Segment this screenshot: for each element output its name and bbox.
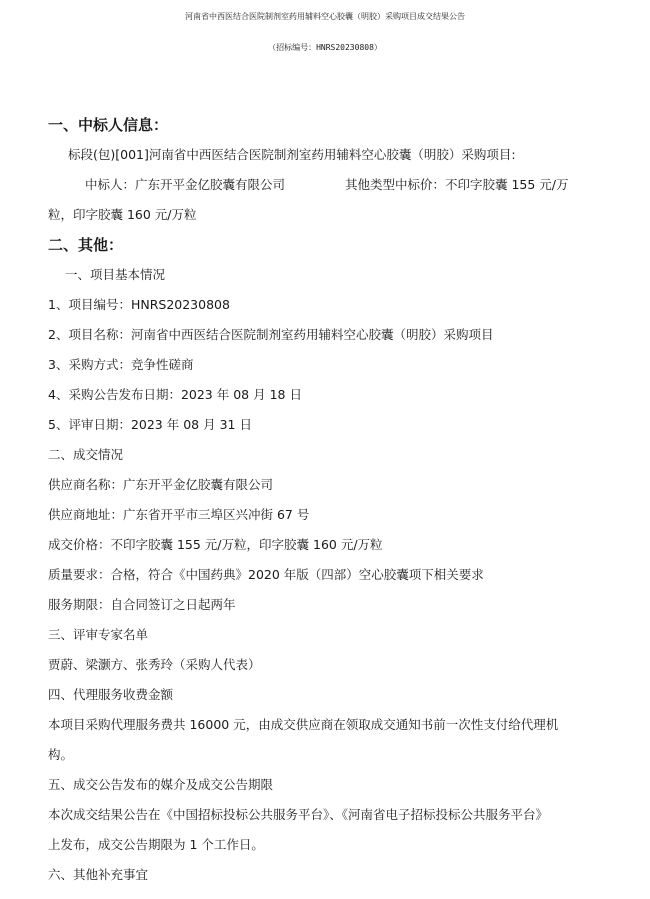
- agency-fee-text: 本项目采购代理服务费共 16000 元，由成交供应商在领取成交通知书前一次性支付给代理机: [48, 717, 559, 732]
- bid-section-text: 标段(包)[001]河南省中西医结合医院制剂室药用辅料空心胶囊（明胶）采购项目:: [68, 147, 516, 162]
- publication-period-text: 上发布，成交公告期限为 1 个工作日。: [48, 837, 264, 852]
- subheading-other-matters: 六、其他补充事宜: [48, 867, 149, 882]
- deal-price: 成交价格：不印字胶囊 155 元/万粒，印字胶囊 160 元/万粒: [48, 537, 383, 552]
- project-number: 1、项目编号：HNRS20230808: [48, 297, 230, 312]
- publication-media-text: 本次成交结果公告在《中国招标投标公共服务平台》、《河南省电子招标投标公共服务平台》: [48, 807, 549, 822]
- subheading-publication-media: 五、成交公告发布的媒介及成交公告期限: [48, 777, 274, 792]
- winning-price: 其他类型中标价：不印字胶囊 155 元/万: [345, 177, 569, 192]
- document-title: 河南省中西医结合医院制剂室药用辅料空心胶囊（明胶）采购项目成交结果公告: [185, 12, 465, 21]
- review-date: 5、评审日期：2023 年 08 月 31 日: [48, 417, 252, 432]
- section-heading-winner-info: 一、中标人信息：: [48, 116, 169, 134]
- service-period: 服务期限：自合同签订之日起两年: [48, 597, 236, 612]
- winning-price-continued: 粒，印字胶囊 160 元/万粒: [48, 207, 197, 222]
- subheading-deal-info: 二、成交情况: [48, 447, 124, 462]
- supplier-address: 供应商地址：广东省开平市三埠区兴冲街 67 号: [48, 507, 310, 522]
- agency-fee-text-continued: 构。: [48, 747, 74, 762]
- procurement-method: 3、采购方式：竞争性磋商: [48, 357, 194, 372]
- document-subtitle: （招标编号：HNRS20230808）: [268, 43, 382, 52]
- expert-list: 贾蔚、梁灏方、张秀玲（采购人代表）: [48, 657, 261, 672]
- project-name: 2、项目名称：河南省中西医结合医院制剂室药用辅料空心胶囊（明胶）采购项目: [48, 327, 494, 342]
- quality-requirement: 质量要求：合格，符合《中国药典》2020 年版（四部）空心胶囊项下相关要求: [48, 567, 484, 582]
- supplier-name: 供应商名称：广东开平金亿胶囊有限公司: [48, 477, 274, 492]
- subheading-experts: 三、评审专家名单: [48, 627, 149, 642]
- subheading-agency-fee: 四、代理服务收费金额: [48, 687, 174, 702]
- subheading-basic-info: 一、项目基本情况: [65, 267, 166, 282]
- section-heading-other: 二、其他：: [48, 236, 124, 254]
- winner-name: 中标人：广东开平金亿胶囊有限公司: [85, 177, 286, 192]
- announcement-date: 4、采购公告发布日期：2023 年 08 月 18 日: [48, 387, 302, 402]
